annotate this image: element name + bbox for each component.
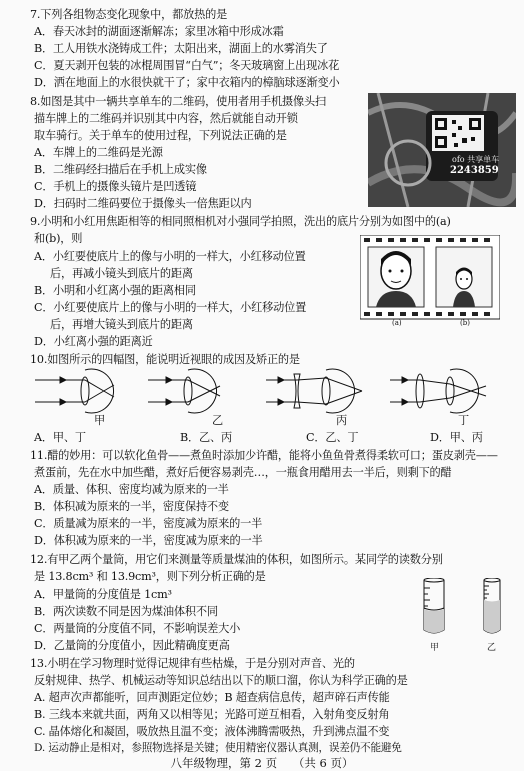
q11-option-b: B．体积减为原来的一半，密度保持不变 <box>34 500 229 513</box>
page-footer <box>0 755 524 771</box>
q8-stem-line2: 描车牌上的二维码并识别其中内容，然后就能自动开锁 <box>34 112 298 125</box>
eye-label-ding: 丁 <box>458 414 469 427</box>
q10-stem: 10.如图所示的四幅图，能说明近视眼的成因及矫正的是 <box>30 353 300 366</box>
q13-stem-line2: 反射规律、热学、机械运动等知识总结出以下的顺口溜，你认为科学正确的是 <box>34 674 408 687</box>
q9-option-a-cont: 后，再减小镜头到底片的距离 <box>50 267 193 280</box>
q12-stem-line2: 是 13.8cm³ 和 13.9cm³，则下列分析正确的是 <box>34 570 266 583</box>
cylinder-label-jia: 甲 <box>430 643 440 653</box>
q10-option-c: C．乙、丁 <box>306 431 359 444</box>
cylinder-label-yi: 乙 <box>487 643 497 653</box>
q11-option-c: C．质量减为原来的一半，密度减为原来的一半 <box>34 517 263 530</box>
qr-brand-text: ofo 共享单车 <box>452 155 500 164</box>
qr-number-text: 2243859 <box>450 165 499 176</box>
film-label-a: (a) <box>392 319 402 327</box>
q12-option-d: D．乙量筒的分度值小，因此精确度更高 <box>34 639 230 652</box>
q12-stem-line1: 12.有甲乙两个量筒，用它们来测量等质量煤油的体积，如图所示。某同学的读数分别 <box>30 553 443 566</box>
eye-label-jia: 甲 <box>94 414 105 427</box>
q9-option-c-cont: 后，再增大镜头到底片的距离 <box>50 318 193 331</box>
q12-option-b: B．两次读数不同是因为煤油体积不同 <box>34 605 218 618</box>
q9-option-a: A．小红要使底片上的像与小明的一样大，小红移动位置 <box>34 250 306 263</box>
q10-option-a: A．甲、丁 <box>34 431 86 444</box>
q10-option-d: D．甲、丙 <box>430 431 483 444</box>
q11-stem-line1: 11.醋的妙用：可以软化鱼骨——煮鱼时添加少许醋，能将小鱼鱼骨煮得柔软可口；蛋皮剥壳—— <box>30 449 498 462</box>
q8-option-b: B．二维码经扫描后在手机上成实像 <box>34 163 207 176</box>
q10-option-b: B．乙、丙 <box>180 431 232 444</box>
graduated-cylinders-figure <box>418 578 514 638</box>
bike-qr-photo <box>368 93 516 207</box>
film-label-b: (b) <box>460 319 470 327</box>
q13-stem-line1: 13.小明在学习物理时觉得记规律有些枯燥，于是分别对声音、光的 <box>30 657 355 670</box>
q8-option-c: C．手机上的摄像头镜片是凹透镜 <box>34 180 197 193</box>
q8-stem-line1: 8.如图是其中一辆共享单车的二维码，使用者用手机摄像头扫 <box>30 95 326 108</box>
q12-option-c: C．两量筒的分度值不同，不影响误差大小 <box>34 622 241 635</box>
q7-stem: 7.下列各组物态变化现象中，都放热的是 <box>30 8 228 21</box>
q12-option-a: A．甲量筒的分度值是 1cm³ <box>34 588 172 601</box>
eye-diagrams-figure <box>30 366 510 416</box>
eye-label-bing: 丙 <box>336 414 347 427</box>
q9-option-c: C．小红要使底片上的像与小明的一样大，小红移动位置 <box>34 301 307 314</box>
q8-option-d: D．扫码时二维码要位于摄像头一倍焦距以内 <box>34 197 252 210</box>
q7-option-d: D．洒在地面上的水很快就干了；家中衣箱内的樟脑球逐渐变小 <box>34 76 340 89</box>
q9-option-d: D．小红离小强的距离近 <box>34 335 153 348</box>
q8-stem-line3: 取车骑行。关于单车的使用过程，下列说法正确的是 <box>34 129 287 142</box>
q11-option-a: A．质量、体积、密度均减为原来的一半 <box>34 483 229 496</box>
q11-stem-line2: 煮蛋前，先在水中加些醋，煮好后便容易剥壳…，一瓶食用醋用去一半后，则剩下的醋 <box>34 466 452 479</box>
q13-option-a: A. 超声次声都能听，回声测距定位妙；B 超查病信息传，超声碎石声传能 <box>34 691 390 704</box>
q7-option-a: A．春天冰封的湖面逐渐解冻；家里冰箱中形成冰霜 <box>34 25 284 38</box>
film-negatives-figure <box>360 235 500 335</box>
q13-option-d: D. 运动静止是相对，参照物选择是关键；使用精密仪器认真测，误差仍不能避免 <box>34 742 402 754</box>
q13-option-c: C. 晶体熔化和凝固，吸放热且温不变；液体沸腾需吸热，升到沸点温不变 <box>34 725 390 738</box>
q7-option-b: B．工人用铁水浇铸成工件；太阳出来，湖面上的水雾消失了 <box>34 42 328 55</box>
footer-page-number: 八年级物理，第 2 页 <box>170 756 278 770</box>
q13-option-b: B. 三线本来就共面，两角又以相等见；光路可逆互相看，入射角变反射角 <box>34 708 390 721</box>
q9-stem-line2: 和(b)，则 <box>34 232 83 245</box>
q11-option-d: D．体积减为原来的一半，密度减为原来的一半 <box>34 534 263 547</box>
eye-label-yi: 乙 <box>212 414 223 427</box>
q8-option-a: A．车牌上的二维码是光源 <box>34 146 163 159</box>
q9-stem-line1: 9.小明和小红用焦距相等的相同照相机对小强同学拍照，洗出的底片分别为如图中的(a) <box>30 215 451 228</box>
footer-total-pages: （共 6 页） <box>292 756 354 770</box>
q7-option-c: C．夏天剥开包装的冰棍周围冒“白气”；冬天玻璃窗上出现冰花 <box>34 59 340 72</box>
q9-option-b: B．小明和小红离小强的距离相同 <box>34 284 196 297</box>
